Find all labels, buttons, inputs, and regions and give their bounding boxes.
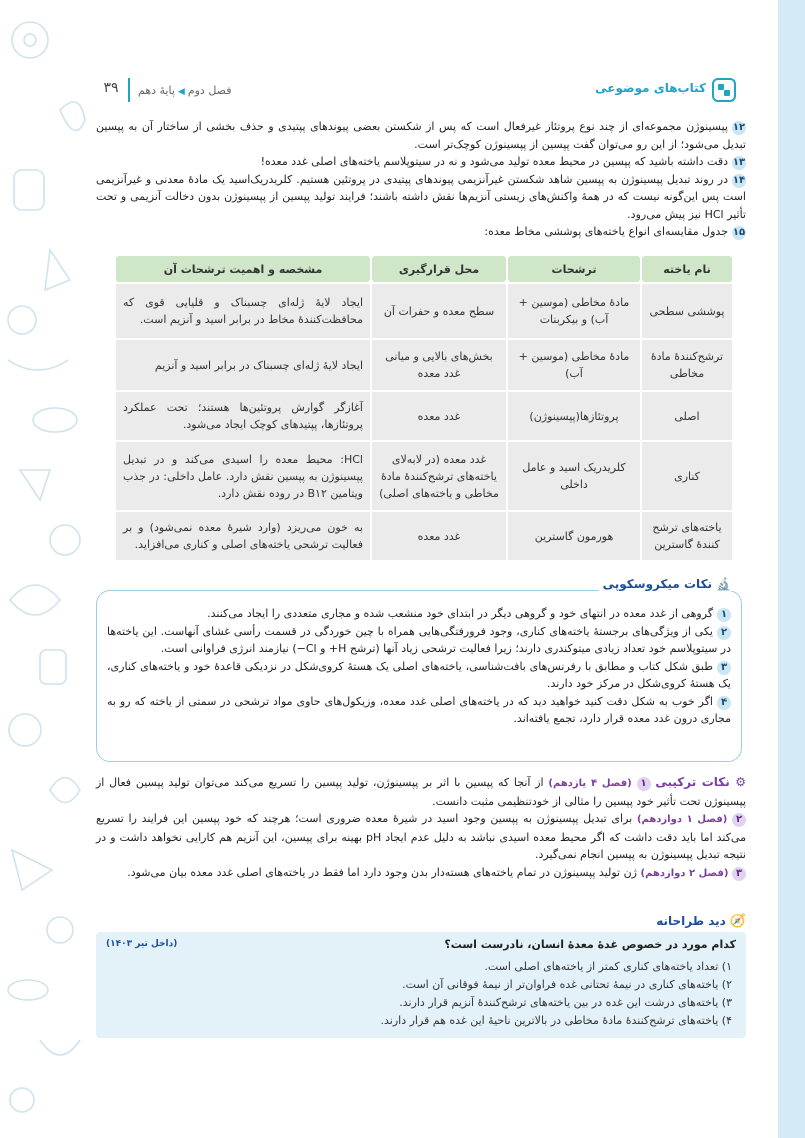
- table-cell: هورمون گاسترین: [508, 512, 640, 560]
- note-text: از آنجا که پپسین با اثر بر پپسینوژن، تولید پپسین را تسریع می‌کند می‌توان تولید پپسین فعال از پپسینوژن تحت تأثیر خود پپسین را مثالی از خودتنظیمی مثبت دانست.: [96, 776, 746, 808]
- compass-icon: 🧭: [729, 914, 746, 929]
- column-header: ترشحات: [508, 256, 640, 282]
- answer-option-4[interactable]: ۴) یاخته‌های ترشح‌کنندهٔ مادهٔ مخاطی در بالاترین ناحیهٔ این غده هم قرار دارند.: [380, 1014, 732, 1027]
- table-cell: اصلی: [642, 392, 732, 440]
- note-text: پپسینوژن مجموعه‌ای از چند نوع پروتئاز غیرفعال است که پس از شکستن بعضی پیوندهای پپتیدی و حذف بخشی از ساختار آن به پپسین تبدیل می‌شود؛ از این رو می‌توان گفت پپسین از پپسینوژن کوچک‌تر است.: [96, 120, 746, 151]
- exam-tag: (داخل تیر ۱۴۰۳): [106, 939, 178, 949]
- table-row: [116, 512, 732, 560]
- table-cell: آغازگر گوارش پروتئین‌ها هستند؛ تحت عملکرد پروتئازها، پپتیدهای کوچک ایجاد می‌شود.: [116, 392, 370, 440]
- answer-options: [381, 958, 733, 1030]
- combined-notes-section: [96, 774, 746, 882]
- stomach-cells-table: [114, 254, 734, 562]
- micro-note: [107, 605, 731, 623]
- note-12: [96, 118, 746, 153]
- table-cell: ترشح‌کنندهٔ مادهٔ مخاطی: [642, 340, 732, 390]
- column-header: نام یاخته: [642, 256, 732, 282]
- table-cell: مادهٔ مخاطی (موسین + آب) و بیکربنات: [508, 284, 640, 338]
- microscopic-title-text: نکات میکروسکوپی: [602, 577, 713, 591]
- note-number: ۴: [717, 696, 731, 710]
- table-cell: پوششی سطحی: [642, 284, 732, 338]
- doodle-icons-pattern: [0, 0, 92, 1138]
- table-cell: بخش‌های بالایی و میانی غدد معده: [372, 340, 506, 390]
- column-header: محل قرارگیری: [372, 256, 506, 282]
- microscopic-notes-title: [599, 577, 735, 591]
- note-number: ۱۲: [732, 122, 746, 133]
- note-number: ۳: [732, 867, 746, 881]
- note-number: ۱۴: [732, 174, 746, 186]
- table-cell: غدد معده: [372, 392, 506, 440]
- microscopic-notes-box: [96, 577, 742, 762]
- question-text: کدام مورد در خصوص غدهٔ معدهٔ انسان، نادرست است؟: [444, 938, 736, 951]
- note-text: جدول مقایسه‌ای انواع یاخته‌های پوششی مخاط معده:: [484, 225, 728, 238]
- table-cell: کلریدریک اسید و عامل داخلی: [508, 442, 640, 510]
- chapter-breadcrumb: [138, 84, 231, 97]
- note-text: دقت داشته باشید که پپسین در محیط معده تولید می‌شود و نه در سیتوپلاسم یاخته‌های اصلی غدد معده!: [260, 155, 728, 168]
- microscopic-notes-body: [107, 605, 731, 728]
- page-content: [96, 0, 746, 1138]
- table-cell: کناری: [642, 442, 732, 510]
- decorative-biology-pattern: [0, 0, 92, 1138]
- note-15: [96, 223, 746, 241]
- micro-note: [107, 623, 731, 658]
- designer-view-title: دید طراحانه: [656, 914, 726, 928]
- page-header: [96, 78, 746, 110]
- note-number: ۱۳: [732, 157, 746, 168]
- question-box: [96, 932, 746, 1038]
- combined-note: [96, 864, 746, 883]
- table-cell: ایجاد لایهٔ ژله‌ای چسبناک در برابر اسید و آنزیم: [116, 340, 370, 390]
- table-cell: مادهٔ مخاطی (موسین + آب): [508, 340, 640, 390]
- chapter-reference: (فصل ۲ دوازدهم): [640, 867, 729, 879]
- note-number: ۱: [637, 777, 651, 791]
- note-text: در روند تبدیل پپسینوژن به پپسین شاهد شکستن غیرآنزیمی پیوندهای پپتیدی در پروتئین هستیم. کلریدریک‌اسید یک مادهٔ معدنی و غیرآنزیمی است پس این‌گونه نیست که در همهٔ واکنش‌های زیستی آنزیم‌ها نقش داشته باشند؛ فرایند تولید پپسین از پپسینوژن بدون دخالت آنزیمی و تحت تأثیر HCl نیز پیش می‌رود.: [96, 172, 746, 221]
- note-number: ۱۵: [732, 227, 746, 238]
- column-header: مشخصه و اهمیت ترشحات آن: [116, 256, 370, 282]
- note-text: اگر خوب به شکل دقت کنید خواهید دید که در یاخته‌های اصلی غدد معده، وزیکول‌های حاوی مواد ترشحی در سمتی از یاخته که رو به مجاری درون غدد معده قرار دارد، تجمع یافته‌اند.: [107, 694, 731, 725]
- note-text: ژن تولید پپسینوژن در تمام یاخته‌های هسته‌دار بدن وجود دارد اما فقط در یاخته‌های اصلی غدد معده بیان می‌شود.: [127, 865, 637, 879]
- chapter-reference: (فصل ۱ دوازدهم): [636, 814, 728, 825]
- notes-section: [96, 118, 746, 241]
- header-divider: [128, 78, 130, 102]
- table-row: [116, 340, 732, 390]
- designer-view-header: [96, 910, 746, 929]
- table-cell: پروتئازها(پپسینوژن): [508, 392, 640, 440]
- table-cell: سطح معده و حفرات آن: [372, 284, 506, 338]
- table-cell: یاخته‌های ترشح کنندهٔ گاسترین: [642, 512, 732, 560]
- combined-notes-title: [655, 775, 746, 789]
- table-cell: به خون می‌ریزد (وارد شیرهٔ معده نمی‌شود) و بر فعالیت ترشحی یاخته‌های اصلی و کناری می‌افزاید.: [116, 512, 370, 560]
- note-13: [96, 153, 746, 171]
- table-row: [116, 284, 732, 338]
- connector-icon: ⚙: [735, 775, 746, 789]
- breadcrumb-arrow-icon: ◀: [177, 87, 185, 97]
- chapter-reference: (فصل ۴ یازدهم): [548, 778, 632, 789]
- note-text: برای تبدیل پپسینوژن به پپسین وجود اسید در شیرهٔ معده ضروری است؛ هرچند که خود پپسین این فرایند را تسریع می‌کند اما باید دقت داشت که اگر محیط معده اسیدی نباشد به دلیل عدم ایجاد pH بهینه برای پپسین، این آنزیم هم کارایی نخواهد داشت و در نتیجه تبدیل پپسینوژن به پپسین انجام نمی‌گیرد.: [96, 812, 746, 861]
- table-cell: غدد معده (در لابه‌لای یاخته‌های ترشح‌کنندهٔ مادهٔ مخاطی و یاخته‌های اصلی): [372, 442, 506, 510]
- micro-note: [107, 693, 731, 728]
- answer-option-1[interactable]: ۱) تعداد یاخته‌های کناری کمتر از یاخته‌های اصلی است.: [484, 960, 732, 973]
- table-cell: ایجاد لایهٔ ژله‌ای چسبناک و قلیایی قوی که محافظت‌کنندهٔ مخاط در برابر اسید و آنزیم است.: [116, 284, 370, 338]
- page-number: ۳۹: [103, 80, 119, 96]
- right-edge-band: [778, 0, 805, 1138]
- combined-title-text: نکات ترکیبی: [655, 775, 730, 789]
- microscope-icon: 🔬: [716, 577, 731, 591]
- table-row: [116, 442, 732, 510]
- note-text: گروهی از غدد معده در انتهای خود و گروهی دیگر در ابتدای خود منشعب شده و مجاری متعددی را ایجاد می‌کنند.: [207, 607, 713, 620]
- table-header-row: [116, 256, 732, 282]
- micro-note: [107, 658, 731, 693]
- table-cell: HCl: محیط معده را اسیدی می‌کند و در تبدیل پپسینوژن به پپسین نقش دارد. عامل داخلی: در جذب ویتامین B۱۲ در روده نقش دارد.: [116, 442, 370, 510]
- grade-label: پایهٔ دهم: [138, 84, 175, 97]
- note-number: ۲: [717, 626, 731, 640]
- chapter-label: فصل دوم: [187, 84, 232, 97]
- brand-name: کتاب‌های موضوعی: [595, 81, 706, 95]
- note-number: ۱: [717, 608, 731, 622]
- combined-note: [96, 810, 746, 864]
- answer-option-3[interactable]: ۳) یاخته‌های درشت این غده در بین یاخته‌های ترشح‌کنندهٔ آنزیم قرار دارند.: [399, 996, 732, 1009]
- note-text: طبق شکل کتاب و مطابق با رفرنس‌های بافت‌شناسی، یاخته‌های اصلی یک هستهٔ کروی‌شکل در نزدیکی قاعدهٔ خود و یاخته‌های کناری، یک هستهٔ کروی‌شکل در مرکز خود دارند.: [107, 659, 731, 690]
- note-text: یکی از ویژگی‌های برجستهٔ یاخته‌های کناری، وجود فرورفتگی‌هایی همراه با چین خوردگی در قسمت رأسی غشای آنهاست. این یاخته‌ها در سیتوپلاسم خود تعداد زیادی میتوکندری دارند؛ زیرا فعالیت ترشحی زیاد آنها (ترشح H+ و Cl−) نیازمند انرژی فراوانی است.: [107, 624, 731, 655]
- table-row: [116, 392, 732, 440]
- note-number: ۳: [717, 661, 731, 675]
- answer-option-2[interactable]: ۲) یاخته‌های کناری در نیمهٔ تحتانی غده فراوان‌تر از نیمهٔ فوقانی آن است.: [402, 978, 732, 991]
- note-14: [96, 171, 746, 224]
- designer-view-section: [96, 910, 746, 1027]
- brand-logo-icon: [712, 78, 736, 102]
- combined-note: [96, 774, 746, 810]
- table-cell: غدد معده: [372, 512, 506, 560]
- note-number: ۲: [732, 813, 746, 827]
